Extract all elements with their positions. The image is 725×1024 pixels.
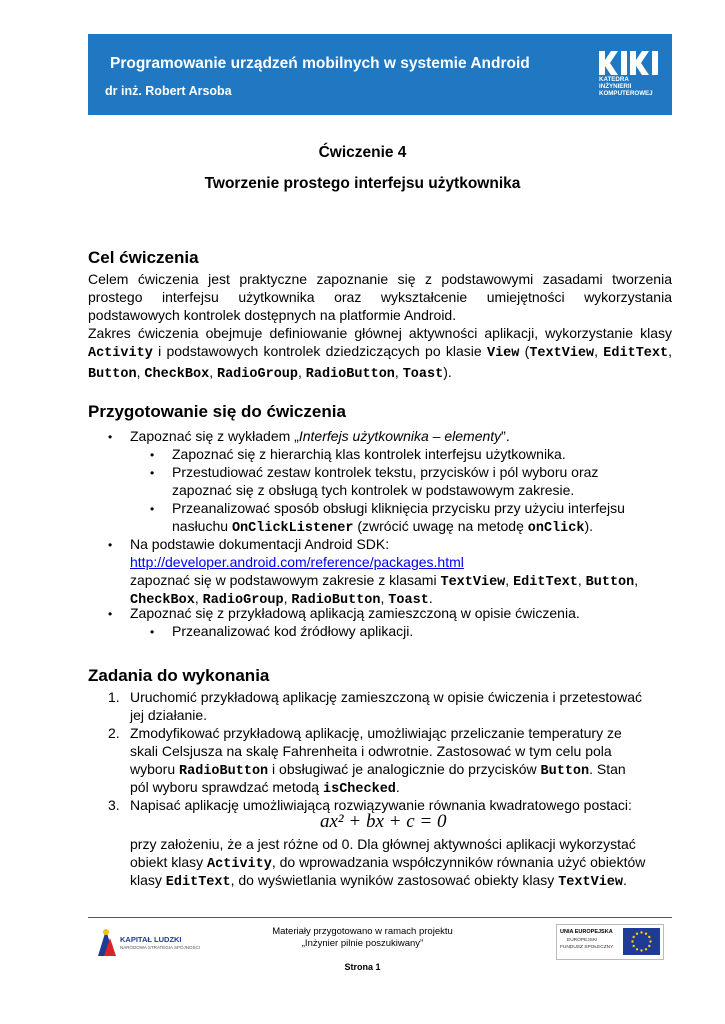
- cel-paragraph: [88, 270, 672, 384]
- exercise-subtitle: Tworzenie prostego interfejsu użytkownika: [204, 175, 521, 192]
- section-heading-prep: Przygotowanie się do ćwiczenia: [88, 402, 346, 421]
- ue-title: UNIA EUROPEJSKA: [560, 929, 613, 935]
- task-3d: klasy EditText, do wyświetlania wyników zastosować obiekty klasy TextView.: [130, 872, 627, 890]
- prep-item-2b: zapoznać się w podstawowym zakresie z klasami TextView, EditText, Button,: [130, 572, 639, 590]
- task-3c: obiekt klasy Activity, do wprowadzania współczynników równania użyć obiektów: [130, 854, 646, 872]
- task-2a: Zmodyfikować przykładową aplikację, umożliwiając przeliczanie temperatury ze: [130, 725, 622, 741]
- prep-subitem-1: Zapoznać się z hierarchią klas kontrolek interfejsu użytkownika.: [172, 446, 566, 462]
- prep-item-2c: CheckBox, RadioGroup, RadioButton, Toast.: [130, 590, 433, 608]
- bullet-icon: •: [108, 607, 113, 621]
- kik-logo-text: KATEDRA INŻYNIERII KOMPUTEROWEJ: [599, 76, 653, 97]
- bullet-icon: •: [150, 502, 155, 516]
- bullet-icon: •: [108, 538, 113, 552]
- task-2d: pól wyboru sprawdzać metodą isChecked.: [130, 779, 400, 797]
- kl-subtitle: NARODOWA STRATEGIA SPÓJNOŚCI: [120, 945, 201, 950]
- prep-subitem-3a: Przeanalizować sposób obsługi kliknięcia przycisku przy użyciu interfejsu: [172, 500, 625, 516]
- footer-text-2: „Inżynier pilnie poszukiwany”: [301, 938, 424, 949]
- header-title: Programowanie urządzeń mobilnych w systemie Android: [110, 55, 530, 72]
- ue-line-1: EUROPEJSKI: [567, 938, 598, 943]
- prep-item-1: Zapoznać się z wykładem „Interfejs użytkownika – elementy”.: [130, 428, 510, 444]
- page-number: Strona 1: [344, 962, 381, 972]
- section-heading-cel: Cel ćwiczenia: [88, 248, 199, 267]
- section-heading-tasks: Zadania do wykonania: [88, 666, 270, 685]
- bullet-icon: •: [150, 448, 155, 462]
- task-3a: Napisać aplikację umożliwiającą rozwiązywanie równania kwadratowego postaci:: [130, 797, 632, 813]
- task-number-2: 2.: [108, 725, 120, 741]
- prep-subitem-2a: Przestudiować zestaw kontrolek tekstu, przycisków i pól wyboru oraz: [172, 464, 599, 480]
- kl-title: KAPITAŁ LUDZKI: [120, 935, 182, 944]
- ue-line-2: FUNDUSZ SPOŁECZNY: [560, 945, 614, 950]
- bullet-icon: •: [108, 430, 113, 444]
- prep-subitem-4: Przeanalizować kod źródłowy aplikacji.: [172, 623, 414, 639]
- task-1a: Uruchomić przykładową aplikację zamieszczoną w opisie ćwiczenia i przetestować: [130, 689, 642, 705]
- header-author: dr inż. Robert Arsoba: [105, 84, 232, 98]
- ue-efs-logo: [556, 924, 664, 960]
- prep-item-2a: Na podstawie dokumentacji Android SDK:: [130, 536, 390, 552]
- exercise-title: Ćwiczenie 4: [318, 144, 407, 161]
- cel-p2: Zakres ćwiczenia obejmuje definiowanie głównej aktywności aplikacji, wykorzystanie klasy Activity i podstawowych kontrolek dziedziczących po klasie View (TextView, EditText, Button, CheckBox, RadioGroup, RadioButton, Toast).: [88, 325, 672, 382]
- prep-item-3: Zapoznać się z przykładową aplikacją zamieszczoną w opisie ćwiczenia.: [130, 605, 580, 621]
- cel-p1: Celem ćwiczenia jest praktyczne zapoznanie się z podstawowymi zasadami tworzenia prostego interfejsu użytkownika oraz wykształcenie umiejętności wykorzystania podstawowych kontrolek dostępnych na platformie Android.: [88, 271, 672, 323]
- task-2b: skali Celsjusza na skalę Fahrenheita i odwrotnie. Zastosować w tym celu pola: [130, 743, 612, 759]
- task-number-3: 3.: [108, 797, 120, 813]
- task-1b: jej działanie.: [130, 707, 208, 723]
- task-3b: przy założeniu, że a jest różne od 0. Dla głównej aktywności aplikacji wykorzystać: [130, 836, 636, 852]
- footer-text-1: Materiały przygotowano w ramach projektu: [272, 926, 453, 937]
- prep-subitem-3b: nasłuchu OnClickListener (zwrócić uwagę na metodę onClick).: [172, 518, 594, 536]
- quadratic-equation: ax² + bx + c = 0: [320, 811, 447, 832]
- header-banner: [88, 34, 672, 115]
- task-number-1: 1.: [108, 689, 120, 705]
- eu-flag-icon: [623, 928, 660, 955]
- prep-subitem-2b: zapoznać się z obsługą tych kontrolek w podstawowym zakresie.: [172, 482, 575, 498]
- kik-logo-icon: [599, 51, 661, 75]
- task-2c: wyboru RadioButton i obsługiwać je analogicznie do przycisków Button. Stan: [130, 761, 626, 779]
- bullet-icon: •: [150, 625, 155, 639]
- footer-divider: [88, 917, 672, 918]
- kik-logo: [599, 51, 663, 101]
- bullet-icon: •: [150, 466, 155, 480]
- sdk-reference-link[interactable]: http://developer.android.com/reference/packages.html: [130, 554, 464, 570]
